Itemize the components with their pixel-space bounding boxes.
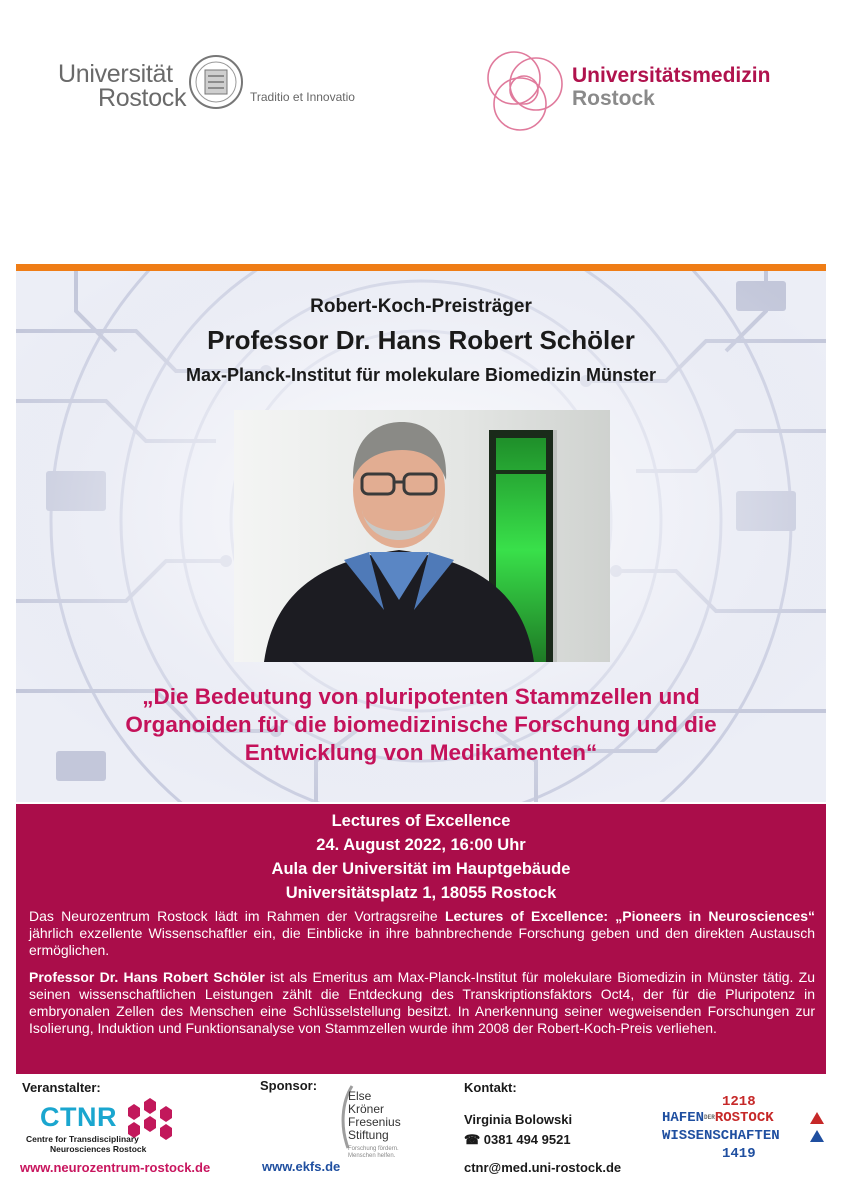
sponsor-website-link[interactable]: www.ekfs.de xyxy=(262,1159,341,1174)
medizin-wordmark-line2: Rostock xyxy=(572,87,655,110)
contact-email[interactable]: ctnr@med.uni-rostock.de xyxy=(464,1160,622,1175)
series-name: Lectures of Excellence xyxy=(331,812,511,830)
contact-label: Kontakt: xyxy=(464,1080,517,1095)
event-address: Universitätsplatz 1, 18055 Rostock xyxy=(285,884,557,902)
university-wordmark: Universität Rostock xyxy=(58,60,187,112)
sponsor-label: Sponsor: xyxy=(260,1078,318,1093)
orange-accent-bar xyxy=(16,264,826,271)
medizin-rings-icon xyxy=(478,48,570,134)
event-date: 24. August 2022, 16:00 Uhr xyxy=(316,836,526,854)
intro-paragraph: Das Neurozentrum Rostock lädt im Rahmen der Vortragsreihe Lectures of Excellence: „Pioneers in Neurosciences“ jährlich exzellente Wissenschaftler ein, die Einblicke in ihre bahnbrechende Forschung geben und den direkten Austausch ermöglichen. xyxy=(29,908,815,958)
universitaetsmedizin-logo xyxy=(478,48,798,134)
contact-name: Virginia Bolowski xyxy=(464,1112,573,1127)
event-venue: Aula der Universität im Hauptgebäude xyxy=(271,860,571,878)
ekfs-logo: Else Kröner Fresenius Stiftung Forschung fördern. Menschen helfen. xyxy=(336,1082,436,1172)
speaker-institute: Max-Planck-Institut für molekulare Biomedizin Münster xyxy=(185,365,657,385)
speaker-name: Professor Dr. Hans Robert Schöler xyxy=(207,325,635,355)
speaker-bio-paragraph: Professor Dr. Hans Robert Schöler ist als Emeritus am Max-Planck-Institut für molekulare Biomedizin in Münster tätig. Zu seinen wissenschaftlichen Leistungen zählt die Entdeckung des Transkriptionsfaktors Oct4, der für die Pluripotenz in embryonalen Zellen des Menschen eine Schlüsselstellung besitzt. In Anerkennung seiner wegweisenden Forschungen zur Isolierung, Induktion und Funktionsanalyse von Stammzellen wurde ihm 2008 der Robert-Koch-Preis verliehen. xyxy=(29,969,815,1036)
blue-triangle-icon xyxy=(810,1130,824,1142)
hafen-der-wissenschaften-logo: 1218 HAFENDERROSTOCK WISSENSCHAFTEN 1419 xyxy=(662,1094,832,1164)
organizer-website-link[interactable]: www.neurozentrum-rostock.de xyxy=(20,1160,211,1175)
speaker-portrait-image xyxy=(234,410,610,662)
red-triangle-icon xyxy=(810,1112,824,1124)
university-motto: Traditio et Innovatio xyxy=(250,90,355,104)
university-seal-icon xyxy=(188,54,244,110)
prize-subtitle: Robert-Koch-Preisträger xyxy=(310,296,532,317)
university-logo xyxy=(58,60,355,112)
medizin-wordmark-line1: Universitätsmedizin xyxy=(572,64,771,87)
event-info-panel xyxy=(16,804,826,1074)
contact-phone: ☎ 0381 494 9521 xyxy=(464,1132,571,1147)
speaker-photo xyxy=(234,410,610,662)
organizer-label: Veranstalter: xyxy=(22,1080,101,1095)
talk-title: „Die Bedeutung von pluripotenten Stammzellen und Organoiden für die biomedizinische Forschung und die Entwicklung von Medikamenten“ xyxy=(125,684,717,765)
ctnr-logo: CTNR Centre for Transdisciplinary Neurosciences Rostock xyxy=(24,1098,184,1160)
